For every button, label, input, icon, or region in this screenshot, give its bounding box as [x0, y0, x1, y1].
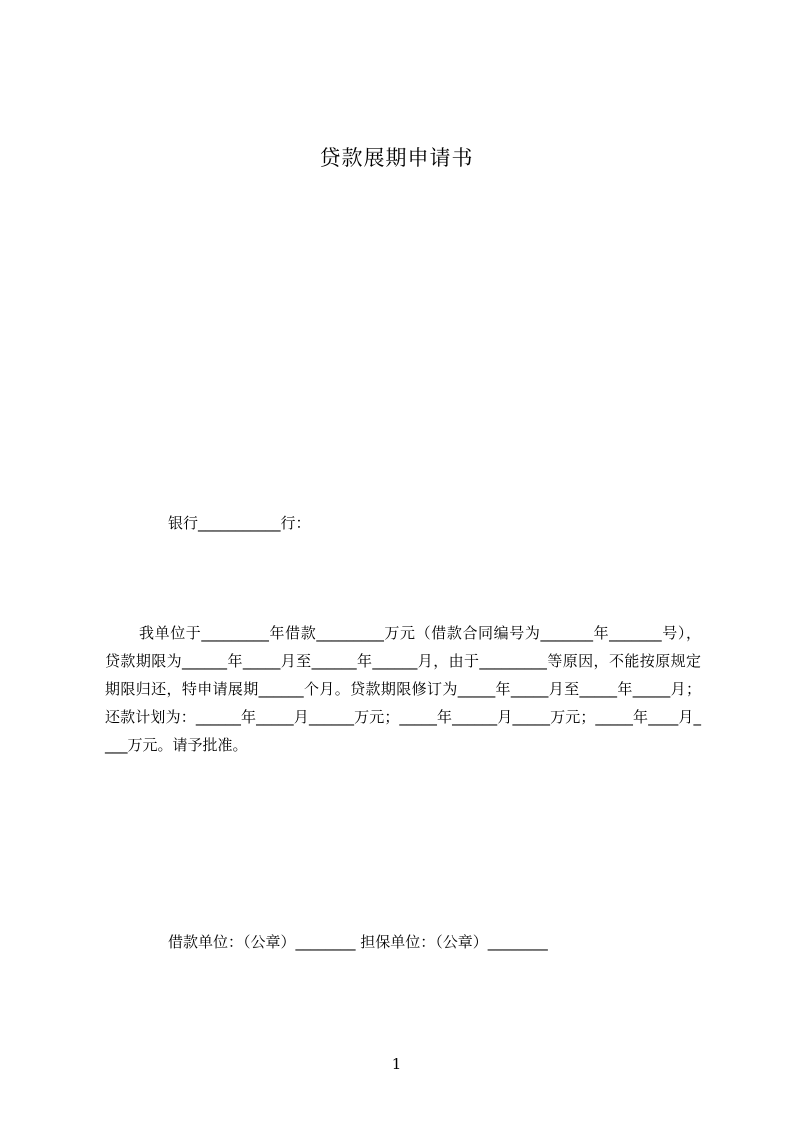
- salutation-line: 银行___________行：: [168, 514, 311, 532]
- page-number: 1: [391, 1055, 402, 1073]
- document-title: 贷款展期申请书: [319, 146, 474, 170]
- signature-line: 借款单位：（公章）________ 担保单位：（公章）________: [168, 933, 548, 951]
- body-paragraph: 我单位于_________年借款_________万元（借款合同编号为_______年_______号），贷款期限为______年_____月至______年______月，由于_________等原因，不能按原规定期限归还，特申请展期______个月。贷款期限修订为_____年_____月至_____年_____月；还款计划为：______年_____月______万元；_____年______月_____万元；_____年____月____万元。请予批准。: [105, 624, 701, 754]
